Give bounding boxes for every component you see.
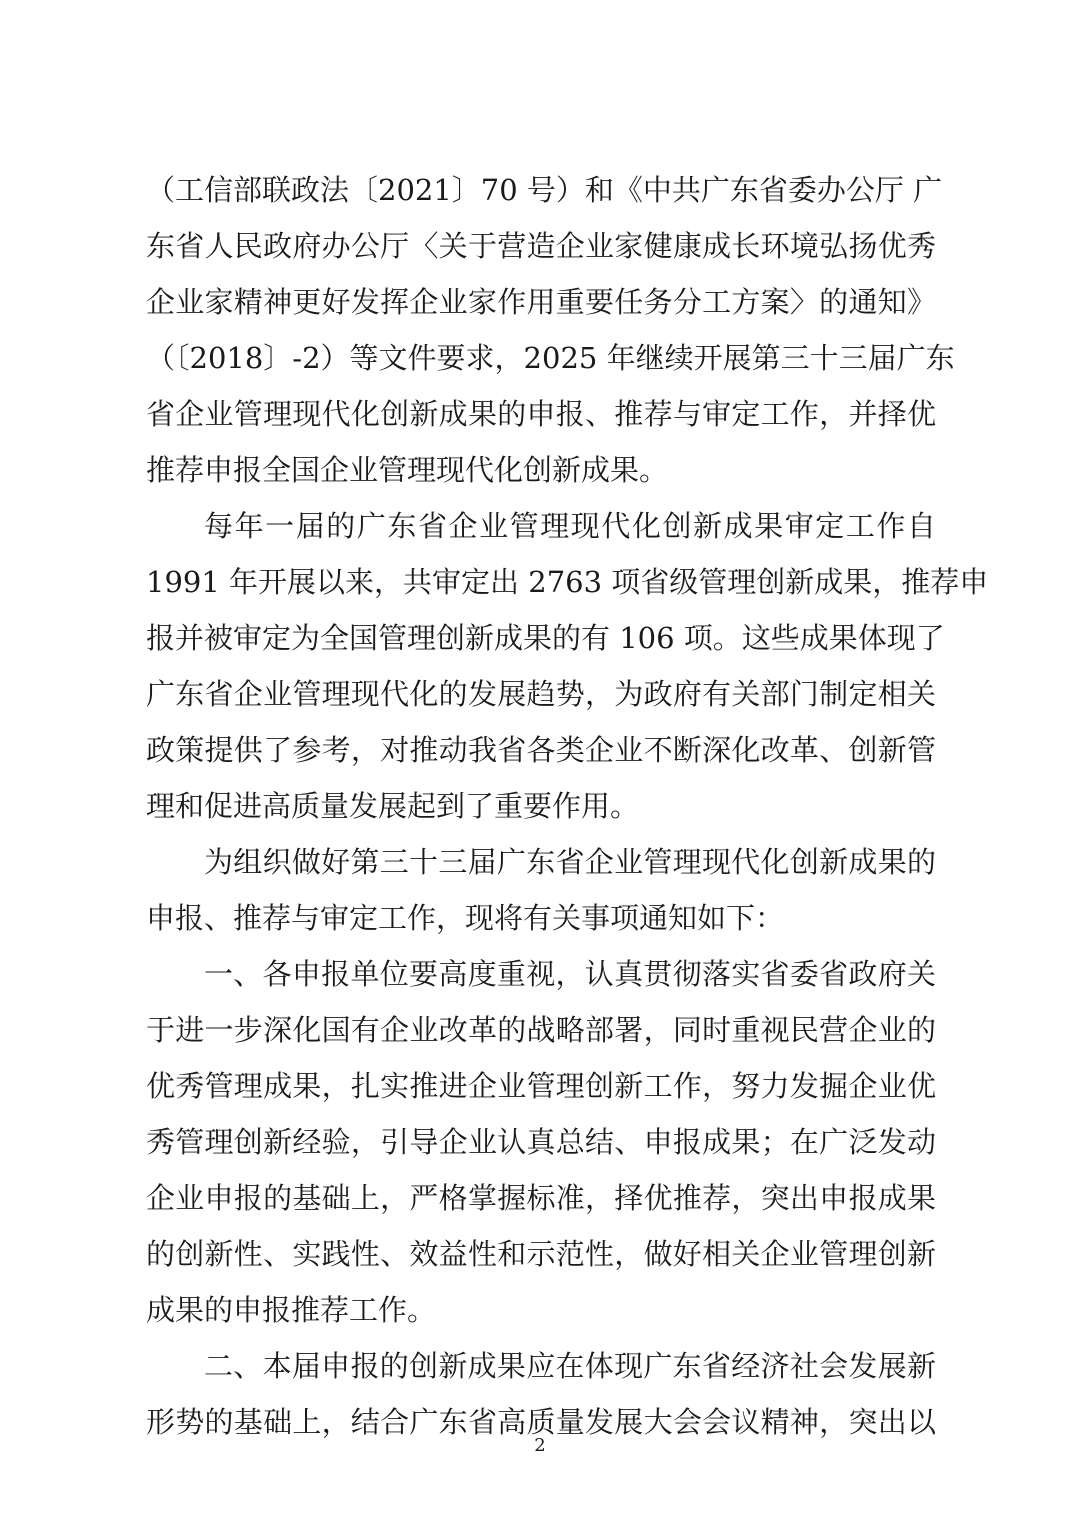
body-line-8: 1991 年开展以来，共审定出 2763 项省级管理创新成果，推荐申	[146, 565, 989, 599]
body-line-9: 报并被审定为全国管理创新成果的有 106 项。这些成果体现了	[146, 621, 945, 655]
body-line-5: 省企业管理现代化创新成果的申报、推荐与审定工作，并择优	[146, 397, 936, 431]
page-number: 2	[534, 1435, 546, 1456]
body-line-2: 东省人民政府办公厅〈关于营造企业家健康成长环境弘扬优秀	[146, 229, 936, 263]
body-line-18: 秀管理创新经验，引导企业认真总结、申报成果；在广泛发动	[146, 1125, 936, 1159]
body-line-1: （工信部联政法〔2021〕70 号）和《中共广东省委办公厅 广	[146, 173, 943, 207]
body-line-23: 形势的基础上，结合广东省高质量发展大会会议精神，突出以	[146, 1405, 936, 1439]
body-line-10: 广东省企业管理现代化的发展趋势，为政府有关部门制定相关	[146, 677, 936, 711]
body-line-15: 一、各申报单位要高度重视，认真贯彻落实省委省政府关	[204, 957, 936, 991]
body-line-20: 的创新性、实践性、效益性和示范性，做好相关企业管理创新	[146, 1237, 936, 1271]
body-line-3: 企业家精神更好发挥企业家作用重要任务分工方案〉的通知》	[146, 285, 936, 319]
body-line-19: 企业申报的基础上，严格掌握标准，择优推荐，突出申报成果	[146, 1181, 936, 1215]
body-line-7: 每年一届的广东省企业管理现代化创新成果审定工作自	[204, 509, 936, 543]
body-line-16: 于进一步深化国有企业改革的战略部署，同时重视民营企业的	[146, 1013, 936, 1047]
body-line-4: （〔2018〕-2）等文件要求，2025 年继续开展第三十三届广东	[146, 341, 955, 375]
body-line-21: 成果的申报推荐工作。	[146, 1293, 437, 1327]
body-line-11: 政策提供了参考，对推动我省各类企业不断深化改革、创新管	[146, 733, 936, 767]
body-line-6: 推荐申报全国企业管理现代化创新成果。	[146, 453, 669, 487]
body-line-22: 二、本届申报的创新成果应在体现广东省经济社会发展新	[204, 1349, 936, 1383]
body-line-12: 理和促进高质量发展起到了重要作用。	[146, 789, 640, 823]
body-line-14: 申报、推荐与审定工作，现将有关事项通知如下：	[146, 901, 785, 935]
body-line-13: 为组织做好第三十三届广东省企业管理现代化创新成果的	[204, 845, 936, 879]
body-line-17: 优秀管理成果，扎实推进企业管理创新工作，努力发掘企业优	[146, 1069, 936, 1103]
